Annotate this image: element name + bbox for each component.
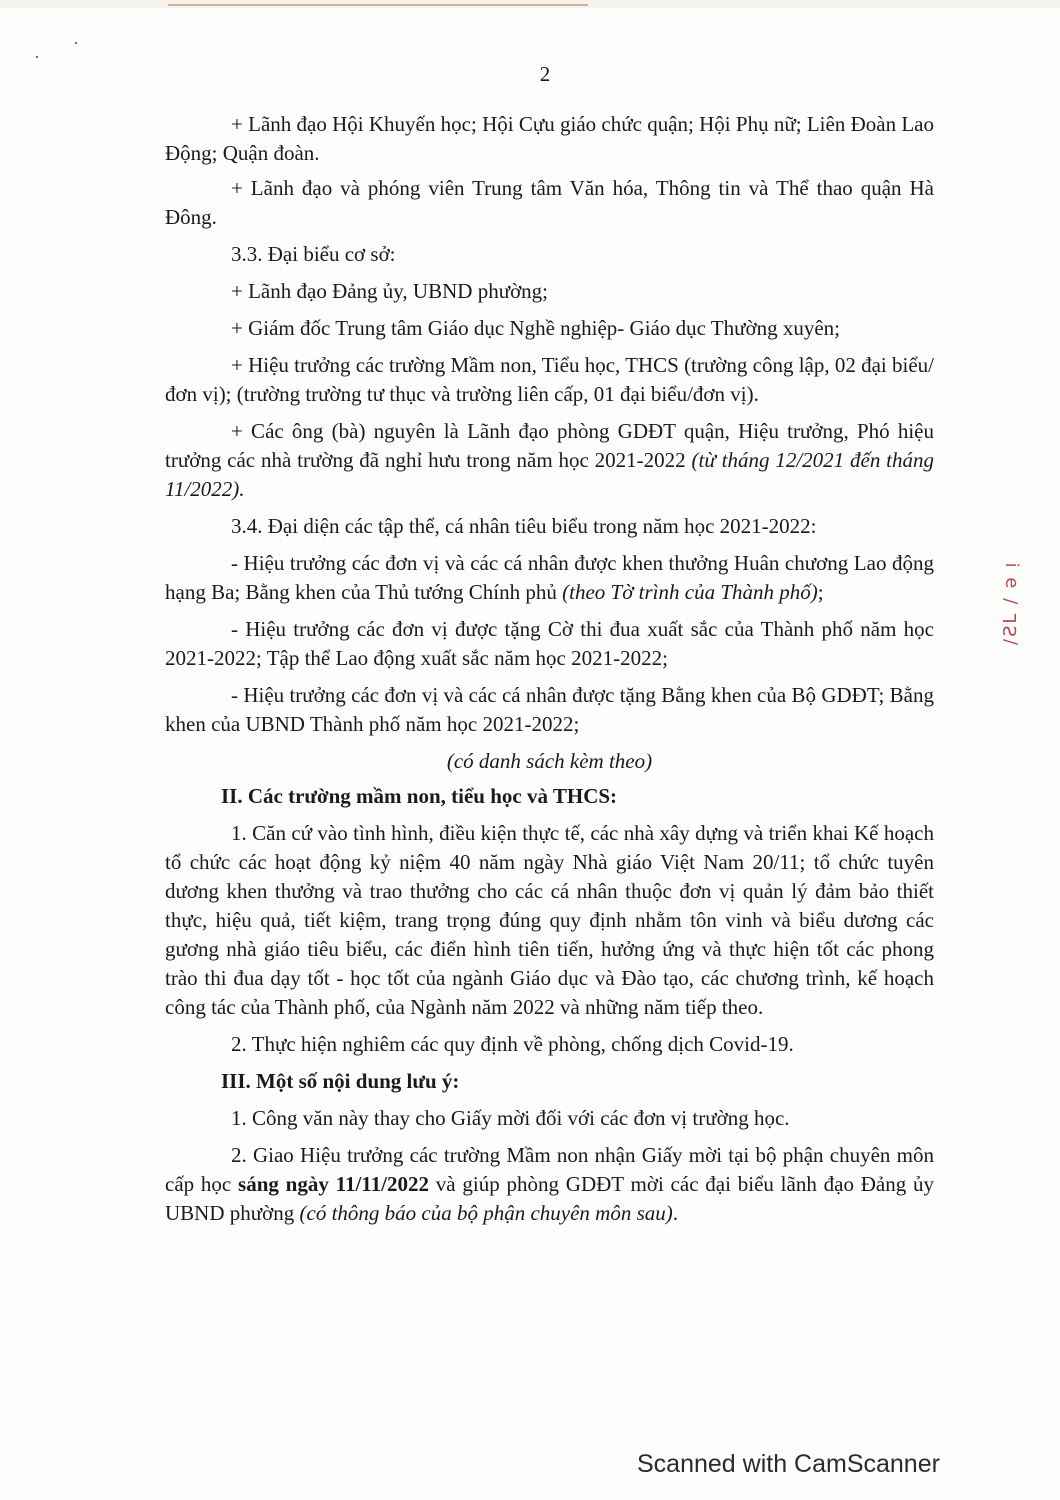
paragraph-8: 3.4. Đại diện các tập thể, cá nhân tiêu biểu trong năm học 2021-2022: [231, 514, 817, 538]
paragraph-7 [165, 417, 934, 504]
paragraph-9-italic: (theo Tờ trình của Thành phố) [562, 580, 818, 604]
red-margin-stamp: /ƧԼ / ǝ ᴉ [1000, 560, 1021, 645]
document-body [165, 110, 934, 1236]
paragraph-12: 1. Căn cứ vào tình hình, điều kiện thực tế, các nhà xây dựng và triển khai Kế hoạch tổ chức các hoạt động kỷ niệm 40 năm ngày Nhà giáo Việt Nam 20/11; tổ chức tuyên dương khen thưởng và trao thưởng cho các cá nhân thuộc đơn vị quản lý đảm bảo thiết thực, hiệu quả, tiết kiệm, trang trọng đúng quy định nhằm tôn vinh và biểu dương các gương nhà giáo tiêu biểu, các điển hình tiên tiến, hưởng ứng và thực hiện tốt các phong trào thi đua dạy tốt - học tốt của ngành Giáo dục và Đào tạo, các chương trình, kế hoạch công tác của Thành phố, của Ngành năm 2022 và những năm tiếp theo. [165, 821, 934, 1019]
paragraph-14: 1. Công văn này thay cho Giấy mời đối với các đơn vị trường học. [231, 1106, 790, 1130]
scan-top-line [168, 4, 588, 6]
scan-speck [36, 56, 38, 58]
paragraph-7-italic: (từ tháng 12/2021 đến tháng 11/2022). [165, 448, 935, 501]
paragraph-6: + Hiệu trưởng các trường Mầm non, Tiểu học, THCS (trường công lập, 02 đại biểu/đơn vị); (trường trường tư thục và trường liên cấp, 01 đại biểu/đơn vị). [165, 353, 934, 406]
paragraph-9-text: - Hiệu trưởng các đơn vị và các cá nhân được khen thưởng Huân chương Lao động hạng Ba; Bằng khen của Thủ tướng Chính phủ [165, 551, 934, 604]
paragraph-3: 3.3. Đại biểu cơ sở: [231, 242, 396, 266]
attachment-note: (có danh sách kèm theo) [446, 749, 653, 773]
page-number: 2 [539, 62, 551, 86]
scan-speck [75, 42, 77, 44]
paragraph-13: 2. Thực hiện nghiêm các quy định về phòng, chống dịch Covid-19. [231, 1032, 794, 1056]
paragraph-9 [165, 549, 934, 607]
paragraph-7-text: + Các ông (bà) nguyên là Lãnh đạo phòng GDĐT quận, Hiệu trưởng, Phó hiệu trưởng các nhà trường đã nghỉ hưu trong năm học 2021-2022 [165, 419, 934, 472]
paragraph-15-text-2: và giúp phòng GDĐT mời các đại biểu lãnh đạo Đảng ủy UBND phường [165, 1172, 934, 1225]
section-heading-2: II. Các trường mầm non, tiểu học và THCS: [221, 784, 618, 808]
paragraph-9-end: ; [817, 580, 824, 604]
paragraph-5: + Giám đốc Trung tâm Giáo dục Nghề nghiệp- Giáo dục Thường xuyên; [231, 316, 841, 340]
paragraph-2: + Lãnh đạo và phóng viên Trung tâm Văn hóa, Thông tin và Thể thao quận Hà Đông. [165, 176, 934, 229]
paragraph-15-bold-date: sáng ngày 11/11/2022 [238, 1172, 429, 1196]
camscanner-watermark: Scanned with CamScanner [637, 1450, 940, 1478]
paragraph-4: + Lãnh đạo Đảng ủy, UBND phường; [231, 279, 549, 303]
paragraph-15-italic: (có thông báo của bộ phận chuyên môn sau) [299, 1201, 673, 1225]
paragraph-10: - Hiệu trưởng các đơn vị được tặng Cờ thi đua xuất sắc của Thành phố năm học 2021-2022; Tập thể Lao động xuất sắc năm học 2021-2022; [165, 617, 934, 670]
section-heading-3: III. Một số nội dung lưu ý: [221, 1069, 460, 1093]
paragraph-15-end: . [672, 1201, 679, 1225]
paragraph-1: + Lãnh đạo Hội Khuyến học; Hội Cựu giáo chức quận; Hội Phụ nữ; Liên Đoàn Lao Động; Quận đoàn. [165, 112, 934, 165]
paragraph-15-text: 2. Giao Hiệu trưởng các trường Mầm non nhận Giấy mời tại bộ phận chuyên môn cấp học [165, 1143, 934, 1196]
paragraph-15 [165, 1141, 934, 1228]
paragraph-11: - Hiệu trưởng các đơn vị và các cá nhân được tặng Bằng khen của Bộ GDĐT; Bằng khen của UBND Thành phố năm học 2021-2022; [165, 683, 934, 736]
